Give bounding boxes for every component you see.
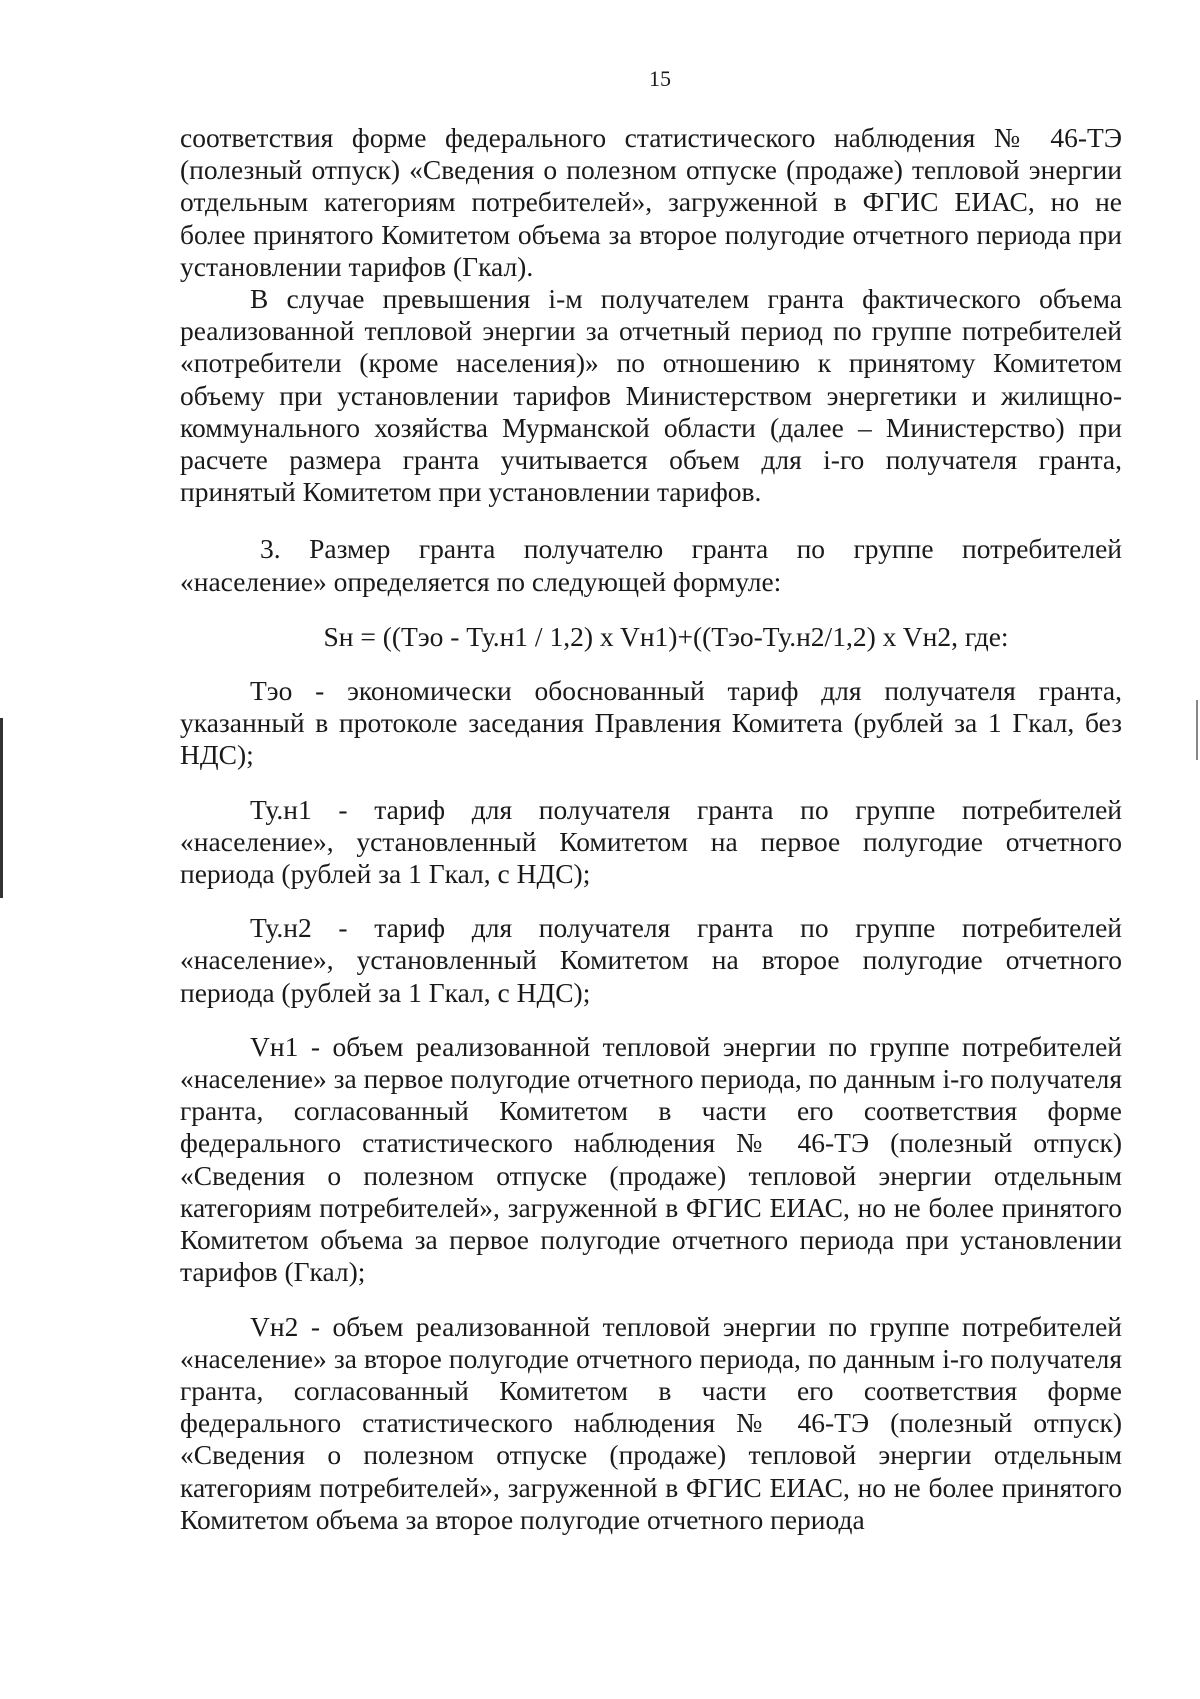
scan-edge-mark bbox=[0, 718, 3, 898]
definition-teo: Тэо - экономически обоснованный тариф для получателя гранта, указанный в протоколе заседания Правления Комитета (рублей за 1 Гкал, без НДС); bbox=[180, 675, 1122, 771]
definition-vn1: Vн1 - объем реализованной тепловой энергии по группе потребителей «население» за первое полугодие отчетного периода, по данным i-го получателя гранта, согласованный Комитетом в части его соответствия форме федерального статистического наблюдения № 46-ТЭ (полезный отпуск) «Сведения о полезном отпуске (продаже) тепловой энергии отдельным категориям потребителей», загруженной в ФГИС ЕИАС, но не более принятого Комитетом объема за первое полугодие отчетного периода при установлении тарифов (Гкал); bbox=[180, 1030, 1122, 1288]
paragraph-exceeding-volume: В случае превышения i-м получателем гранта фактического объема реализованной тепловой энергии за отчетный период по группе потребителей «потребители (кроме населения)» по отношению к принятому Комитетом объему при установлении тарифов Министерством энергетики и жилищно-коммунального хозяйства Мурманской области (далее – Министерство) при расчете размера гранта учитывается объем для i-го получателя гранта, принятый Комитетом при установлении тарифов. bbox=[180, 283, 1122, 508]
definition-tun2: Ту.н2 - тариф для получателя гранта по группе потребителей «население», установленный Комитетом на второе полугодие отчетного периода (рублей за 1 Гкал, с НДС); bbox=[180, 912, 1122, 1008]
definition-tun1: Ту.н1 - тариф для получателя гранта по группе потребителей «население», установленный Комитетом на первое полугодие отчетного периода (рублей за 1 Гкал, с НДС); bbox=[180, 793, 1122, 890]
grant-formula: Sн = ((Тэо - Ту.н1 / 1,2) x Vн1)+((Тэо-Ту.н2/1,2) x Vн2, где: bbox=[323, 620, 1009, 652]
paragraph-continuation: соответствия форме федерального статистического наблюдения № 46-ТЭ (полезный отпуск) «Сведения о полезном отпуске (продаже) тепловой энергии отдельным категориям потребителей», загруженной в ФГИС ЕИАС, но не более принятого Комитетом объема за второе полугодие отчетного периода при установлении тарифов (Гкал). bbox=[180, 122, 1122, 282]
definition-vn2: Vн2 - объем реализованной тепловой энергии по группе потребителей «население» за второе полугодие отчетного периода, по данным i-го получателя гранта, согласованный Комитетом в части его соответствия форме федерального статистического наблюдения № 46-ТЭ (полезный отпуск) «Сведения о полезном отпуске (продаже) тепловой энергии отдельным категориям потребителей», загруженной в ФГИС ЕИАС, но не более принятого Комитетом объема за второе полугодие отчетного периода bbox=[180, 1310, 1122, 1535]
document-body bbox=[180, 122, 1122, 1536]
paragraph-grant-formula-intro: 3. Размер гранта получателю гранта по группе потребителей «население» определяется по следующей формуле: bbox=[180, 533, 1122, 597]
page-number: 15 bbox=[649, 66, 671, 91]
scan-edge-mark-right bbox=[1196, 700, 1198, 760]
